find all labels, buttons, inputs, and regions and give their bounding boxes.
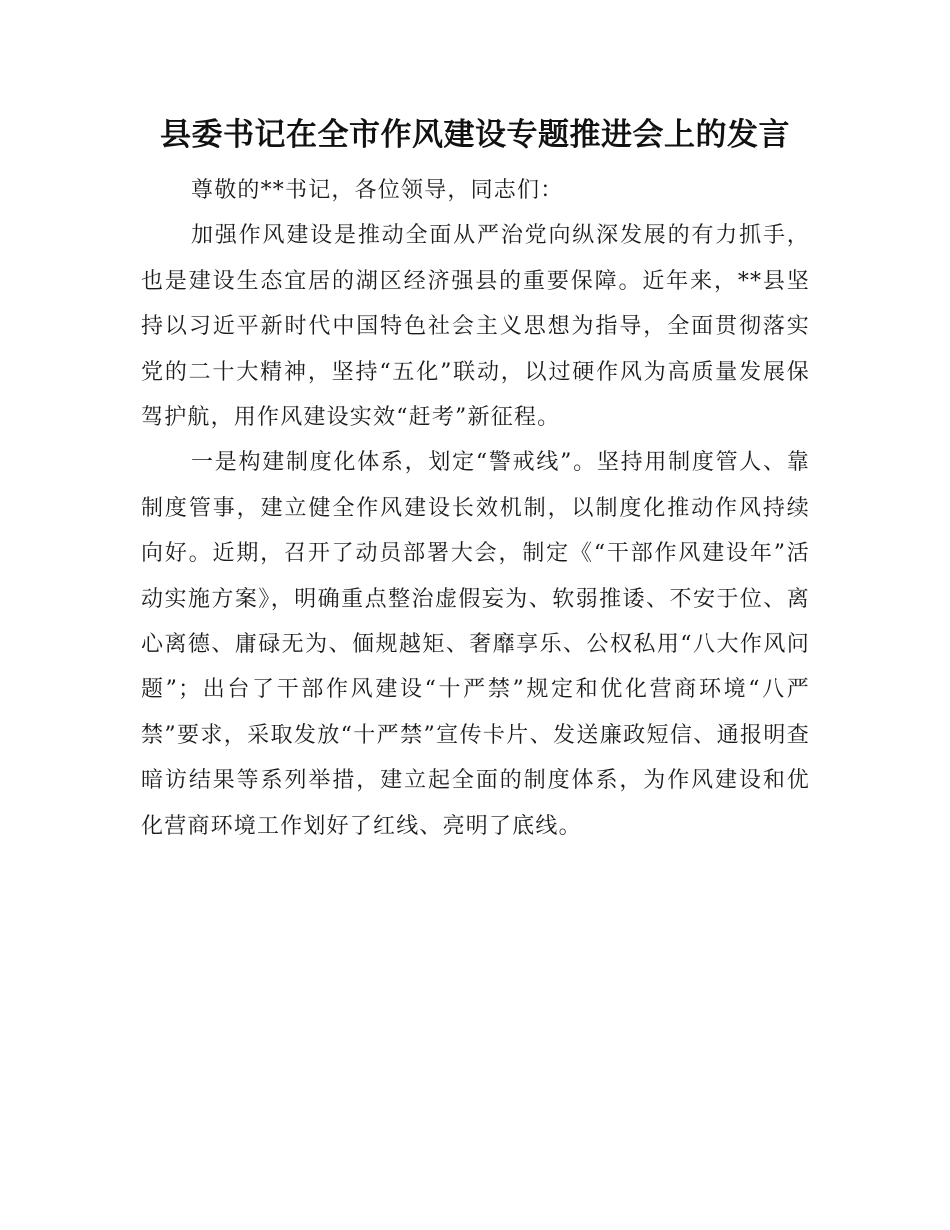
document-title: 县委书记在全市作风建设专题推进会上的发言 [160, 117, 790, 153]
document-body [141, 168, 810, 849]
paragraph-point-one: 一是构建制度化体系，划定“警戒线”。坚持用制度管人、靠制度管事，建立健全作风建设长效机制，以制度化推动作风持续向好。近期，召开了动员部署大会，制定《“干部作风建设年”活动实施方案》，明确重点整治虚假妄为、软弱推诿、不安于位、离心离德、庸碌无为、偭规越矩、奢靡享乐、公权私用“八大作风问题”；出台了干部作风建设“十严禁”规定和优化营商环境“八严禁”要求，采取发放“十严禁”宣传卡片、发送廉政短信、通报明查暗访结果等系列举措，建立起全面的制度体系，为作风建设和优化营商环境工作划好了红线、亮明了底线。 [141, 450, 810, 839]
salutation: 尊敬的**书记，各位领导，同志们： [191, 178, 564, 203]
paragraph-intro: 加强作风建设是推动全面从严治党向纵深发展的有力抓手，也是建设生态宜居的湖区经济强县的重要保障。近年来，**县坚持以习近平新时代中国特色社会主义思想为指导，全面贯彻落实党的二十大精神，坚持“五化”联动，以过硬作风为高质量发展保驾护航，用作风建设实效“赶考”新征程。 [141, 223, 810, 431]
